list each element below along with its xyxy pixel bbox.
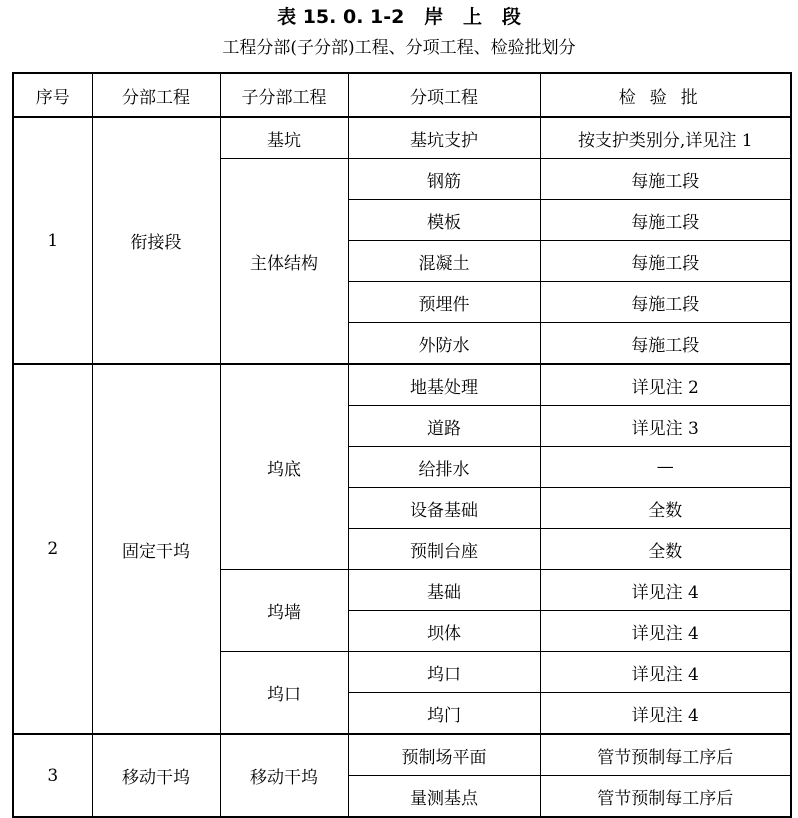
table-subtitle: 工程分部(子分部)工程、分项工程、检验批划分 [222, 38, 576, 58]
item-cell: 钢筋 [348, 159, 540, 200]
table-row [13, 117, 791, 159]
subdivision-cell: 移动干坞 [220, 734, 348, 817]
item-cell: 地基处理 [348, 364, 540, 406]
item-cell: 坞门 [348, 693, 540, 735]
item-cell: 基础 [348, 570, 540, 611]
header-subdivision: 子分部工程 [220, 73, 348, 117]
seq-cell: 1 [13, 117, 92, 364]
item-cell: 基坑支护 [348, 117, 540, 159]
batch-cell: — [540, 447, 791, 488]
header-seq: 序号 [13, 73, 92, 117]
header-batch: 检验批 [540, 73, 791, 117]
item-cell: 外防水 [348, 323, 540, 365]
batch-cell: 每施工段 [540, 159, 791, 200]
division-table [12, 72, 792, 818]
table-title: 表 15. 0. 1-2 岸 上 段 [277, 6, 521, 28]
batch-cell: 按支护类别分,详见注 1 [540, 117, 791, 159]
batch-cell: 每施工段 [540, 282, 791, 323]
item-cell: 坞口 [348, 652, 540, 693]
item-cell: 坝体 [348, 611, 540, 652]
batch-cell: 全数 [540, 529, 791, 570]
subdivision-cell: 主体结构 [220, 159, 348, 365]
subdivision-cell: 坞墙 [220, 570, 348, 652]
item-cell: 模板 [348, 200, 540, 241]
header-division: 分部工程 [92, 73, 220, 117]
item-cell: 预制台座 [348, 529, 540, 570]
item-cell: 道路 [348, 406, 540, 447]
item-cell: 预制场平面 [348, 734, 540, 776]
batch-cell: 详见注 3 [540, 406, 791, 447]
division-cell: 固定干坞 [92, 364, 220, 734]
batch-cell: 详见注 4 [540, 611, 791, 652]
batch-cell: 每施工段 [540, 200, 791, 241]
batch-cell: 全数 [540, 488, 791, 529]
item-cell: 给排水 [348, 447, 540, 488]
division-cell: 移动干坞 [92, 734, 220, 817]
subdivision-cell: 坞底 [220, 364, 348, 570]
batch-cell: 详见注 4 [540, 652, 791, 693]
batch-cell: 详见注 4 [540, 693, 791, 735]
table-row [13, 734, 791, 776]
item-cell: 量测基点 [348, 776, 540, 818]
seq-cell: 3 [13, 734, 92, 817]
subdivision-cell: 基坑 [220, 117, 348, 159]
batch-cell: 详见注 2 [540, 364, 791, 406]
batch-cell: 管节预制每工序后 [540, 776, 791, 818]
item-cell: 设备基础 [348, 488, 540, 529]
item-cell: 混凝土 [348, 241, 540, 282]
batch-cell: 每施工段 [540, 323, 791, 365]
batch-cell: 每施工段 [540, 241, 791, 282]
header-item: 分项工程 [348, 73, 540, 117]
table-row [13, 364, 791, 406]
batch-cell: 管节预制每工序后 [540, 734, 791, 776]
item-cell: 预埋件 [348, 282, 540, 323]
seq-cell: 2 [13, 364, 92, 734]
batch-cell: 详见注 4 [540, 570, 791, 611]
division-cell: 衔接段 [92, 117, 220, 364]
subdivision-cell: 坞口 [220, 652, 348, 735]
header-row [13, 73, 791, 117]
